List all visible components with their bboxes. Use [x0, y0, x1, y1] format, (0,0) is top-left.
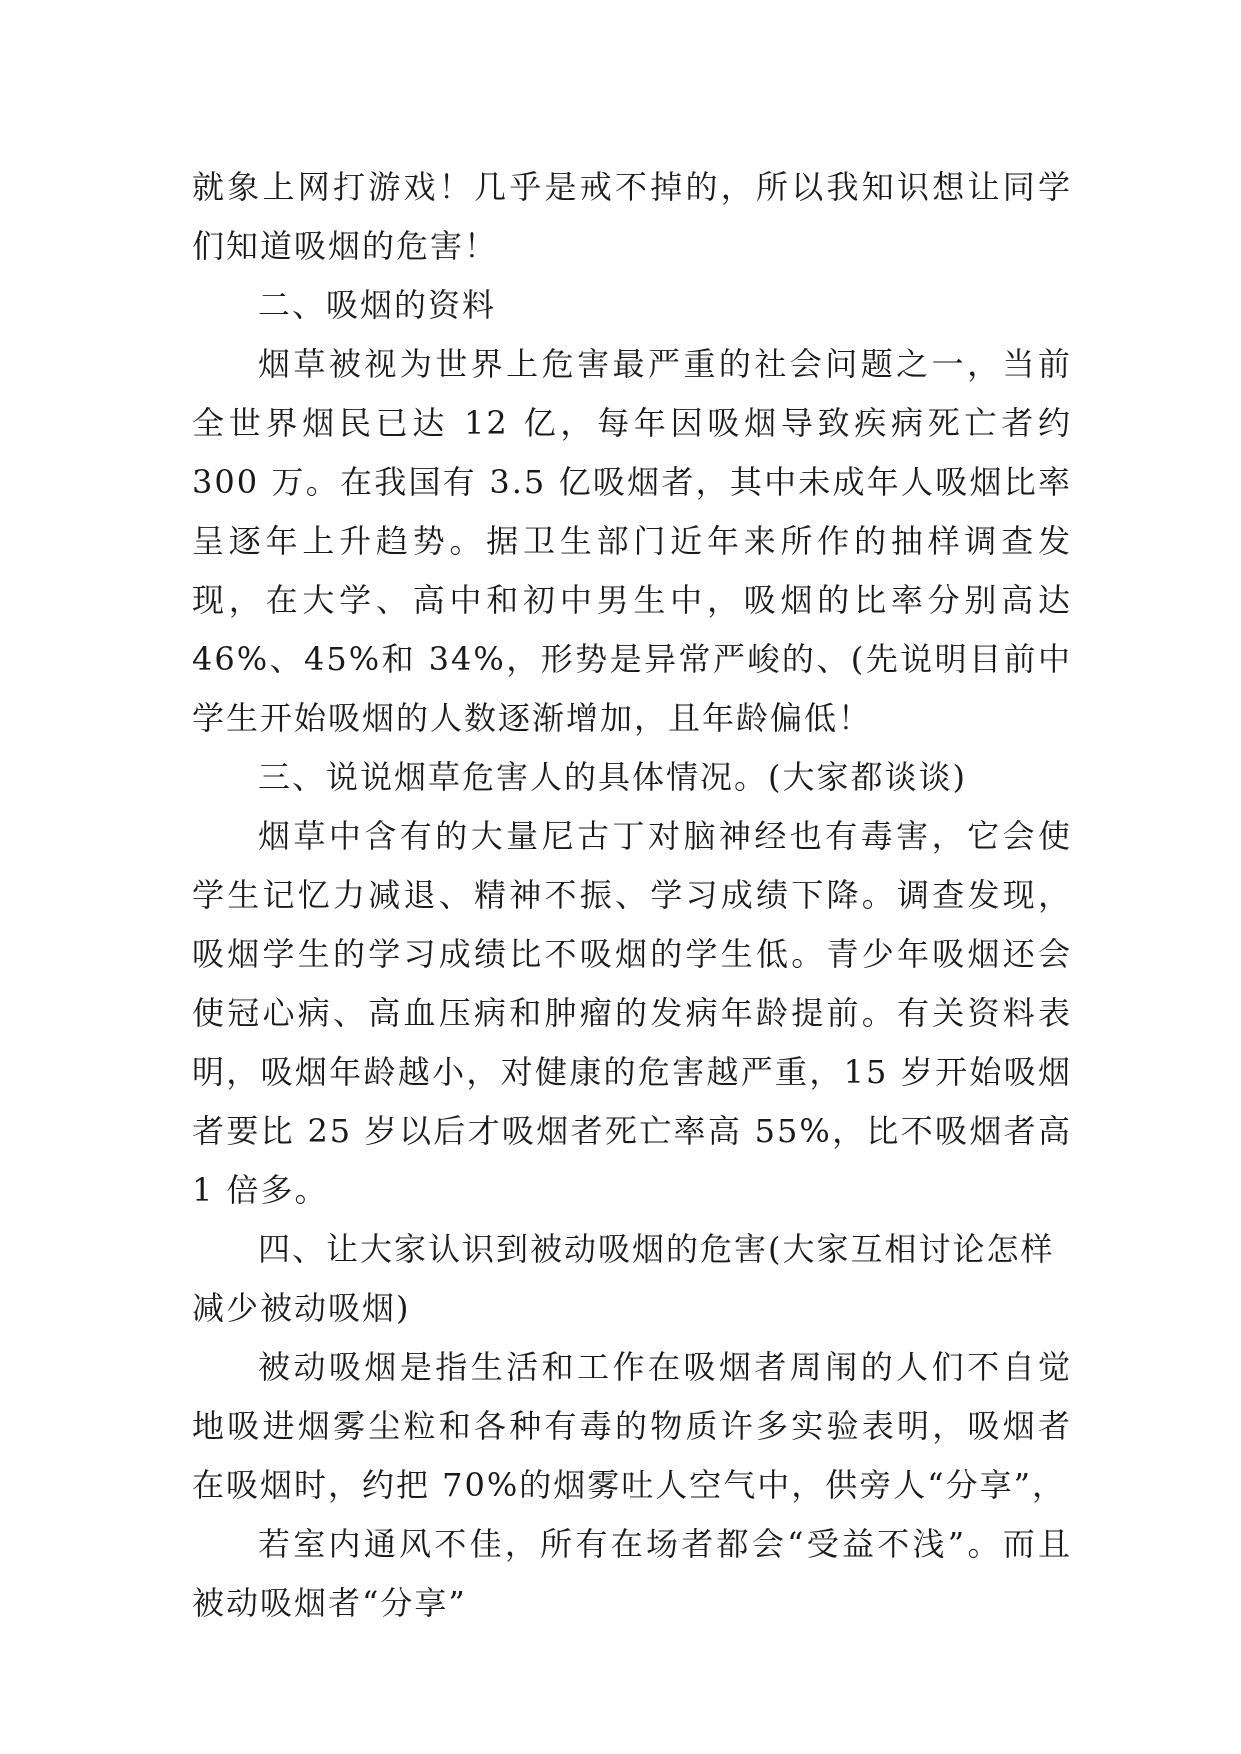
paragraph-ventilation: 若室内通风不佳，所有在场者都会“受益不浅”。而且被动吸烟者“分享” [192, 1525, 1072, 1622]
paragraph-passive-smoking: 被动吸烟是指生活和工作在吸烟者周闱的人们不自觉地吸进烟雾尘粒和各种有毒的物质许多实验表明，吸烟者在吸烟时，约把 70%的烟雾吐人空气中，供旁人“分享”， [192, 1348, 1072, 1504]
section-heading-2: 二、吸烟的资料 [258, 286, 497, 324]
document-body [192, 158, 1072, 1633]
section-heading-3: 三、说说烟草危害人的具体情况。(大家都谈谈) [258, 758, 967, 796]
paragraph-smoking-data: 烟草被视为世界上危害最严重的社会问题之一，当前全世界烟民已达 12 亿，每年因吸烟导致疾病死亡者约 300 万。在我国有 3.5 亿吸烟者，其中未成年人吸烟比率呈逐年上升趋势。据卫生部门近年来所作的抽样调查发现，在大学、高中和初中男生中，吸烟的比率分别高达 46%、45%和 34%，形势是异常严峻的、(先说明目前中学生开始吸烟的人数逐渐增加，且年龄偏低！ [192, 345, 1072, 737]
paragraph-tobacco-harm: 烟草中含有的大量尼古丁对脑神经也有毒害，它会使学生记忆力减退、精神不振、学习成绩下降。调查发现，吸烟学生的学习成绩比不吸烟的学生低。青少年吸烟还会使冠心病、高血压病和肿瘤的发病年龄提前。有关资料表明，吸烟年龄越小，对健康的危害越严重，15 岁开始吸烟者要比 25 岁以后才吸烟者死亡率高 55%，比不吸烟者高 1 倍多。 [192, 817, 1072, 1209]
paragraph-intro-continuation: 就象上网打游戏！几乎是戒不掉的，所以我知识想让同学们知道吸烟的危害！ [192, 168, 1072, 265]
section-heading-4: 四、让大家认识到被动吸烟的危害(大家互相讨论怎样减少被动吸烟) [192, 1230, 1055, 1327]
